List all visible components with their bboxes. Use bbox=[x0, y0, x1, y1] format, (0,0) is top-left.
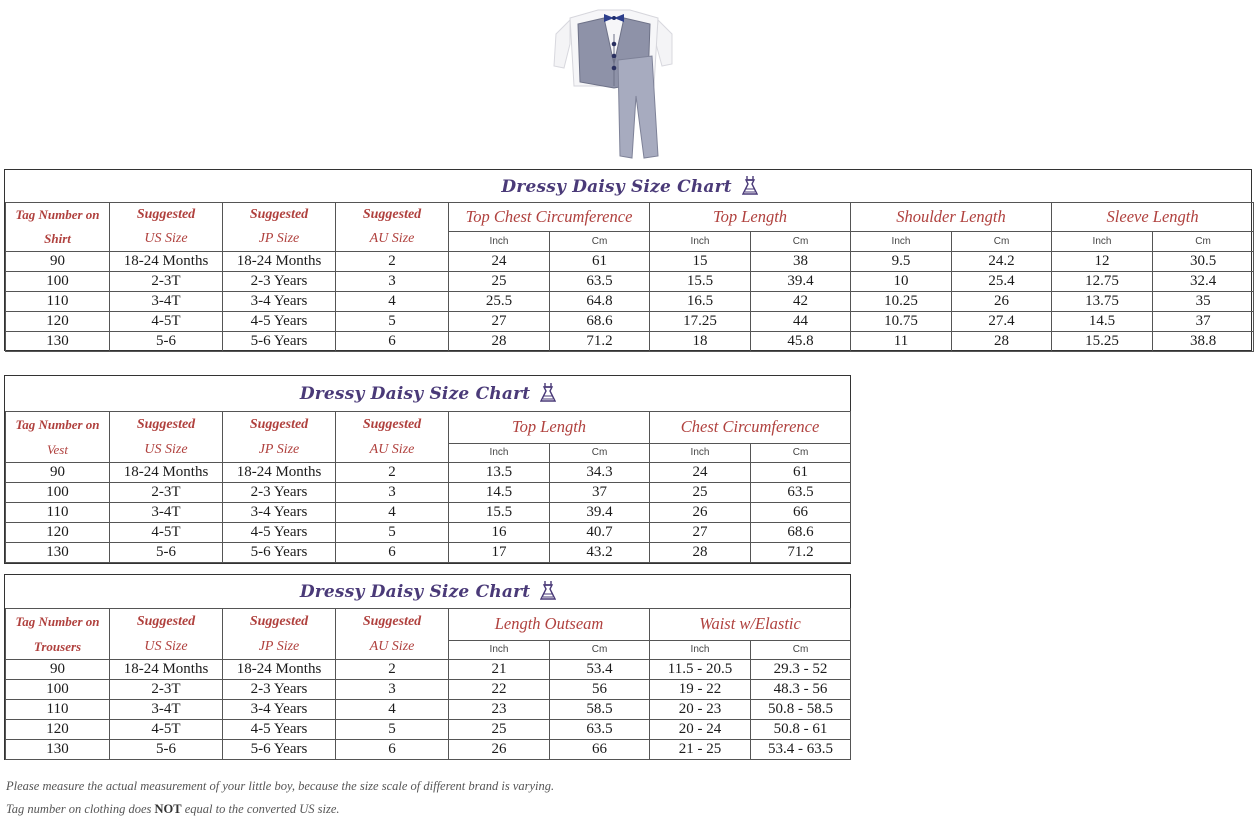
table-cell: 13.5 bbox=[449, 462, 550, 482]
table-cell: 5-6 bbox=[110, 739, 223, 759]
unit-inch: Inch bbox=[449, 640, 550, 659]
unit-inch: Inch bbox=[650, 231, 751, 251]
table-cell: 71.2 bbox=[751, 542, 851, 562]
chart-title: Dressy Daisy Size Chart bbox=[501, 176, 732, 197]
table-cell: 26 bbox=[449, 739, 550, 759]
table-cell: 3-4T bbox=[110, 699, 223, 719]
table-row bbox=[6, 719, 851, 739]
table-cell: 4 bbox=[336, 699, 449, 719]
table-cell: 14.5 bbox=[449, 482, 550, 502]
table-cell: 27.4 bbox=[952, 311, 1052, 331]
table-cell: 16 bbox=[449, 522, 550, 542]
table-cell: 12 bbox=[1052, 251, 1153, 271]
table-row bbox=[6, 522, 851, 542]
table-cell: 5 bbox=[336, 522, 449, 542]
table-cell: 61 bbox=[751, 462, 851, 482]
unit-cm: Cm bbox=[952, 231, 1052, 251]
jp-size-header: Suggested JP Size bbox=[223, 608, 336, 659]
table-cell: 63.5 bbox=[550, 271, 650, 291]
dress-icon bbox=[742, 175, 758, 195]
group-header: Length Outseam bbox=[449, 608, 650, 640]
table-cell: 26 bbox=[952, 291, 1052, 311]
group-header: Sleeve Length bbox=[1052, 202, 1254, 231]
table-cell: 28 bbox=[952, 331, 1052, 351]
unit-inch: Inch bbox=[449, 443, 550, 462]
table-cell: 2-3 Years bbox=[223, 482, 336, 502]
dress-icon bbox=[540, 580, 556, 600]
table-cell: 24 bbox=[449, 251, 550, 271]
table-cell: 5 bbox=[336, 311, 449, 331]
table-cell: 19 - 22 bbox=[650, 679, 751, 699]
unit-cm: Cm bbox=[550, 231, 650, 251]
table-row bbox=[6, 502, 851, 522]
table-cell: 25 bbox=[650, 482, 751, 502]
table-row bbox=[6, 251, 1254, 271]
table-cell: 2 bbox=[336, 251, 449, 271]
table-cell: 24.2 bbox=[952, 251, 1052, 271]
table-cell: 44 bbox=[751, 311, 851, 331]
table-row bbox=[6, 482, 851, 502]
table-cell: 50.8 - 61 bbox=[751, 719, 851, 739]
table-cell: 18-24 Months bbox=[110, 251, 223, 271]
table-cell: 64.8 bbox=[550, 291, 650, 311]
table-cell: 38 bbox=[751, 251, 851, 271]
table-cell: 18-24 Months bbox=[223, 659, 336, 679]
table-cell: 20 - 24 bbox=[650, 719, 751, 739]
group-header: Shoulder Length bbox=[851, 202, 1052, 231]
table-cell: 3-4 Years bbox=[223, 699, 336, 719]
table-cell: 18-24 Months bbox=[110, 462, 223, 482]
unit-cm: Cm bbox=[550, 443, 650, 462]
jp-size-header: Suggested JP Size bbox=[223, 411, 336, 462]
table-row bbox=[6, 739, 851, 759]
table-cell: 68.6 bbox=[550, 311, 650, 331]
table-cell: 3-4T bbox=[110, 502, 223, 522]
chart-title: Dressy Daisy Size Chart bbox=[299, 384, 531, 405]
chart-title-row bbox=[6, 376, 851, 411]
table-cell: 66 bbox=[751, 502, 851, 522]
chart-title-row bbox=[6, 575, 851, 608]
table-cell: 21 - 25 bbox=[650, 739, 751, 759]
table-cell: 45.8 bbox=[751, 331, 851, 351]
table-cell: 48.3 - 56 bbox=[751, 679, 851, 699]
table-cell: 5-6 Years bbox=[223, 331, 336, 351]
table-cell: 17.25 bbox=[650, 311, 751, 331]
table-cell: 15.5 bbox=[449, 502, 550, 522]
table-cell: 3-4 Years bbox=[223, 502, 336, 522]
table-cell: 71.2 bbox=[550, 331, 650, 351]
table-cell: 37 bbox=[1153, 311, 1254, 331]
table-cell: 58.5 bbox=[550, 699, 650, 719]
table-row bbox=[6, 271, 1254, 291]
table-cell: 20 - 23 bbox=[650, 699, 751, 719]
table-row bbox=[6, 311, 1254, 331]
table-cell: 2-3T bbox=[110, 482, 223, 502]
table-row bbox=[6, 462, 851, 482]
table-cell: 30.5 bbox=[1153, 251, 1254, 271]
product-image bbox=[548, 4, 680, 160]
table-cell: 53.4 - 63.5 bbox=[751, 739, 851, 759]
unit-inch: Inch bbox=[650, 640, 751, 659]
group-header: Top Length bbox=[650, 202, 851, 231]
table-cell: 63.5 bbox=[751, 482, 851, 502]
table-row bbox=[6, 331, 1254, 351]
vest-size-table bbox=[5, 376, 851, 563]
unit-inch: Inch bbox=[449, 231, 550, 251]
group-header: Chest Circumference bbox=[650, 411, 851, 443]
table-cell: 5-6 bbox=[110, 542, 223, 562]
table-cell: 28 bbox=[449, 331, 550, 351]
table-cell: 4 bbox=[336, 502, 449, 522]
table-cell: 5-6 Years bbox=[223, 542, 336, 562]
table-cell: 53.4 bbox=[550, 659, 650, 679]
table-cell: 16.5 bbox=[650, 291, 751, 311]
unit-inch: Inch bbox=[650, 443, 751, 462]
table-cell: 90 bbox=[6, 251, 110, 271]
table-cell: 110 bbox=[6, 699, 110, 719]
table-cell: 32.4 bbox=[1153, 271, 1254, 291]
table-cell: 37 bbox=[550, 482, 650, 502]
table-cell: 11.5 - 20.5 bbox=[650, 659, 751, 679]
trousers-size-table bbox=[5, 575, 851, 760]
table-cell: 100 bbox=[6, 679, 110, 699]
us-size-header: Suggested US Size bbox=[110, 608, 223, 659]
table-cell: 9.5 bbox=[851, 251, 952, 271]
table-cell: 13.75 bbox=[1052, 291, 1153, 311]
table-cell: 29.3 - 52 bbox=[751, 659, 851, 679]
note-tag-number: Tag number on clothing does NOT equal to the converted US size. bbox=[6, 802, 340, 816]
table-cell: 3-4T bbox=[110, 291, 223, 311]
table-row bbox=[6, 659, 851, 679]
tag-number-header: Tag Number on Vest bbox=[6, 411, 110, 462]
shirt-size-table bbox=[5, 170, 1254, 352]
table-cell: 18 bbox=[650, 331, 751, 351]
table-cell: 18-24 Months bbox=[223, 462, 336, 482]
table-cell: 15.5 bbox=[650, 271, 751, 291]
table-cell: 10.25 bbox=[851, 291, 952, 311]
au-size-header: Suggested AU Size bbox=[336, 411, 449, 462]
table-cell: 110 bbox=[6, 291, 110, 311]
group-header: Waist w/Elastic bbox=[650, 608, 851, 640]
shirt-size-chart bbox=[4, 169, 1252, 351]
table-cell: 14.5 bbox=[1052, 311, 1153, 331]
table-cell: 63.5 bbox=[550, 719, 650, 739]
table-cell: 120 bbox=[6, 311, 110, 331]
group-header: Top Length bbox=[449, 411, 650, 443]
trousers-size-chart bbox=[4, 574, 851, 760]
table-cell: 26 bbox=[650, 502, 751, 522]
table-cell: 120 bbox=[6, 522, 110, 542]
au-size-header: Suggested AU Size bbox=[336, 202, 449, 251]
table-cell: 3 bbox=[336, 679, 449, 699]
table-cell: 2-3 Years bbox=[223, 679, 336, 699]
table-cell: 10.75 bbox=[851, 311, 952, 331]
table-cell: 18-24 Months bbox=[223, 251, 336, 271]
table-cell: 5-6 Years bbox=[223, 739, 336, 759]
table-cell: 40.7 bbox=[550, 522, 650, 542]
table-cell: 18-24 Months bbox=[110, 659, 223, 679]
us-size-header: Suggested US Size bbox=[110, 411, 223, 462]
unit-cm: Cm bbox=[751, 443, 851, 462]
table-cell: 12.75 bbox=[1052, 271, 1153, 291]
table-cell: 3 bbox=[336, 271, 449, 291]
note-measure: Please measure the actual measurement of your little boy, because the size scale of different brand is varying. bbox=[6, 779, 555, 793]
table-cell: 4-5 Years bbox=[223, 719, 336, 739]
table-cell: 17 bbox=[449, 542, 550, 562]
au-size-header: Suggested AU Size bbox=[336, 608, 449, 659]
table-cell: 39.4 bbox=[550, 502, 650, 522]
table-cell: 3 bbox=[336, 482, 449, 502]
table-cell: 21 bbox=[449, 659, 550, 679]
table-cell: 66 bbox=[550, 739, 650, 759]
table-cell: 25 bbox=[449, 719, 550, 739]
table-cell: 90 bbox=[6, 659, 110, 679]
table-cell: 10 bbox=[851, 271, 952, 291]
table-cell: 42 bbox=[751, 291, 851, 311]
table-cell: 68.6 bbox=[751, 522, 851, 542]
vest-size-chart bbox=[4, 375, 851, 564]
dress-icon bbox=[540, 382, 556, 402]
table-cell: 4-5T bbox=[110, 719, 223, 739]
table-cell: 38.8 bbox=[1153, 331, 1254, 351]
jp-size-header: Suggested JP Size bbox=[223, 202, 336, 251]
table-cell: 39.4 bbox=[751, 271, 851, 291]
table-cell: 100 bbox=[6, 271, 110, 291]
table-cell: 25.5 bbox=[449, 291, 550, 311]
table-cell: 5-6 bbox=[110, 331, 223, 351]
table-cell: 130 bbox=[6, 739, 110, 759]
unit-cm: Cm bbox=[751, 231, 851, 251]
unit-inch: Inch bbox=[1052, 231, 1153, 251]
table-cell: 110 bbox=[6, 502, 110, 522]
table-cell: 15 bbox=[650, 251, 751, 271]
table-cell: 11 bbox=[851, 331, 952, 351]
table-row bbox=[6, 291, 1254, 311]
table-cell: 50.8 - 58.5 bbox=[751, 699, 851, 719]
table-cell: 120 bbox=[6, 719, 110, 739]
table-cell: 35 bbox=[1153, 291, 1254, 311]
table-cell: 6 bbox=[336, 739, 449, 759]
unit-cm: Cm bbox=[1153, 231, 1254, 251]
table-row bbox=[6, 699, 851, 719]
table-cell: 27 bbox=[449, 311, 550, 331]
table-row bbox=[6, 542, 851, 562]
table-cell: 4-5 Years bbox=[223, 522, 336, 542]
table-cell: 90 bbox=[6, 462, 110, 482]
table-cell: 3-4 Years bbox=[223, 291, 336, 311]
unit-inch: Inch bbox=[851, 231, 952, 251]
table-cell: 25 bbox=[449, 271, 550, 291]
chart-title-row bbox=[6, 170, 1254, 202]
unit-cm: Cm bbox=[550, 640, 650, 659]
table-cell: 130 bbox=[6, 542, 110, 562]
tag-number-header: Tag Number on Trousers bbox=[6, 608, 110, 659]
table-cell: 28 bbox=[650, 542, 751, 562]
table-cell: 4 bbox=[336, 291, 449, 311]
table-cell: 2 bbox=[336, 462, 449, 482]
table-row bbox=[6, 679, 851, 699]
table-cell: 27 bbox=[650, 522, 751, 542]
table-cell: 25.4 bbox=[952, 271, 1052, 291]
table-cell: 2 bbox=[336, 659, 449, 679]
table-cell: 100 bbox=[6, 482, 110, 502]
table-cell: 2-3T bbox=[110, 679, 223, 699]
table-cell: 43.2 bbox=[550, 542, 650, 562]
tag-number-header: Tag Number on Shirt bbox=[6, 202, 110, 251]
table-cell: 6 bbox=[336, 331, 449, 351]
table-cell: 24 bbox=[650, 462, 751, 482]
table-cell: 2-3T bbox=[110, 271, 223, 291]
table-cell: 56 bbox=[550, 679, 650, 699]
chart-title: Dressy Daisy Size Chart bbox=[299, 582, 531, 603]
table-cell: 4-5T bbox=[110, 522, 223, 542]
table-cell: 4-5 Years bbox=[223, 311, 336, 331]
table-cell: 5 bbox=[336, 719, 449, 739]
unit-cm: Cm bbox=[751, 640, 851, 659]
table-cell: 2-3 Years bbox=[223, 271, 336, 291]
table-cell: 130 bbox=[6, 331, 110, 351]
table-cell: 4-5T bbox=[110, 311, 223, 331]
table-cell: 22 bbox=[449, 679, 550, 699]
table-cell: 61 bbox=[550, 251, 650, 271]
us-size-header: Suggested US Size bbox=[110, 202, 223, 251]
table-cell: 23 bbox=[449, 699, 550, 719]
table-cell: 15.25 bbox=[1052, 331, 1153, 351]
group-header: Top Chest Circumference bbox=[449, 202, 650, 231]
table-cell: 6 bbox=[336, 542, 449, 562]
table-cell: 34.3 bbox=[550, 462, 650, 482]
